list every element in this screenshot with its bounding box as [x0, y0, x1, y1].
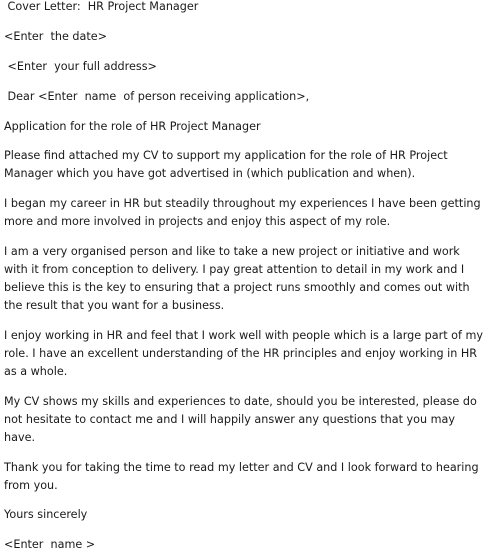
- body-paragraph-organised: I am a very organised person and like to take a new project or initiative and work with it from conception to delivery. I pay great attention to detail in my work and I believe this is the key to ensuring that a project runs smoothly and comes out with the result that you want for a business.: [4, 245, 470, 312]
- body-paragraph-cv: My CV shows my skills and experiences to date, should you be interested, please do not hesitate to contact me and I will happily answer any questions that you may have.: [4, 395, 477, 444]
- body-paragraph-career: I began my career in HR but steadily throughout my experiences I have been getting more and more involved in projects and enjoy this aspect of my role.: [4, 197, 481, 228]
- body-paragraph-intro: Please find attached my CV to support my application for the role of HR Project Manager which you have got advertised in (which publication and when).: [4, 149, 448, 180]
- subject-line: Application for the role of HR Project Manager: [4, 120, 261, 133]
- date-placeholder: <Enter the date>: [4, 30, 108, 43]
- cover-letter-document: [4, 0, 486, 555]
- address-placeholder: <Enter your full address>: [4, 60, 157, 73]
- signature-placeholder: <Enter name >: [4, 538, 96, 551]
- closing: Yours sincerely: [4, 508, 88, 521]
- body-paragraph-thanks: Thank you for taking the time to read my letter and CV and I look forward to hearing from you.: [4, 461, 479, 492]
- body-paragraph-hr: I enjoy working in HR and feel that I work well with people which is a large part of my role. I have an excellent understanding of the HR principles and enjoy working in HR as a whole.: [4, 329, 484, 378]
- letter-title: Cover Letter: HR Project Manager: [4, 0, 199, 13]
- salutation: Dear <Enter name of person receiving application>,: [4, 90, 310, 103]
